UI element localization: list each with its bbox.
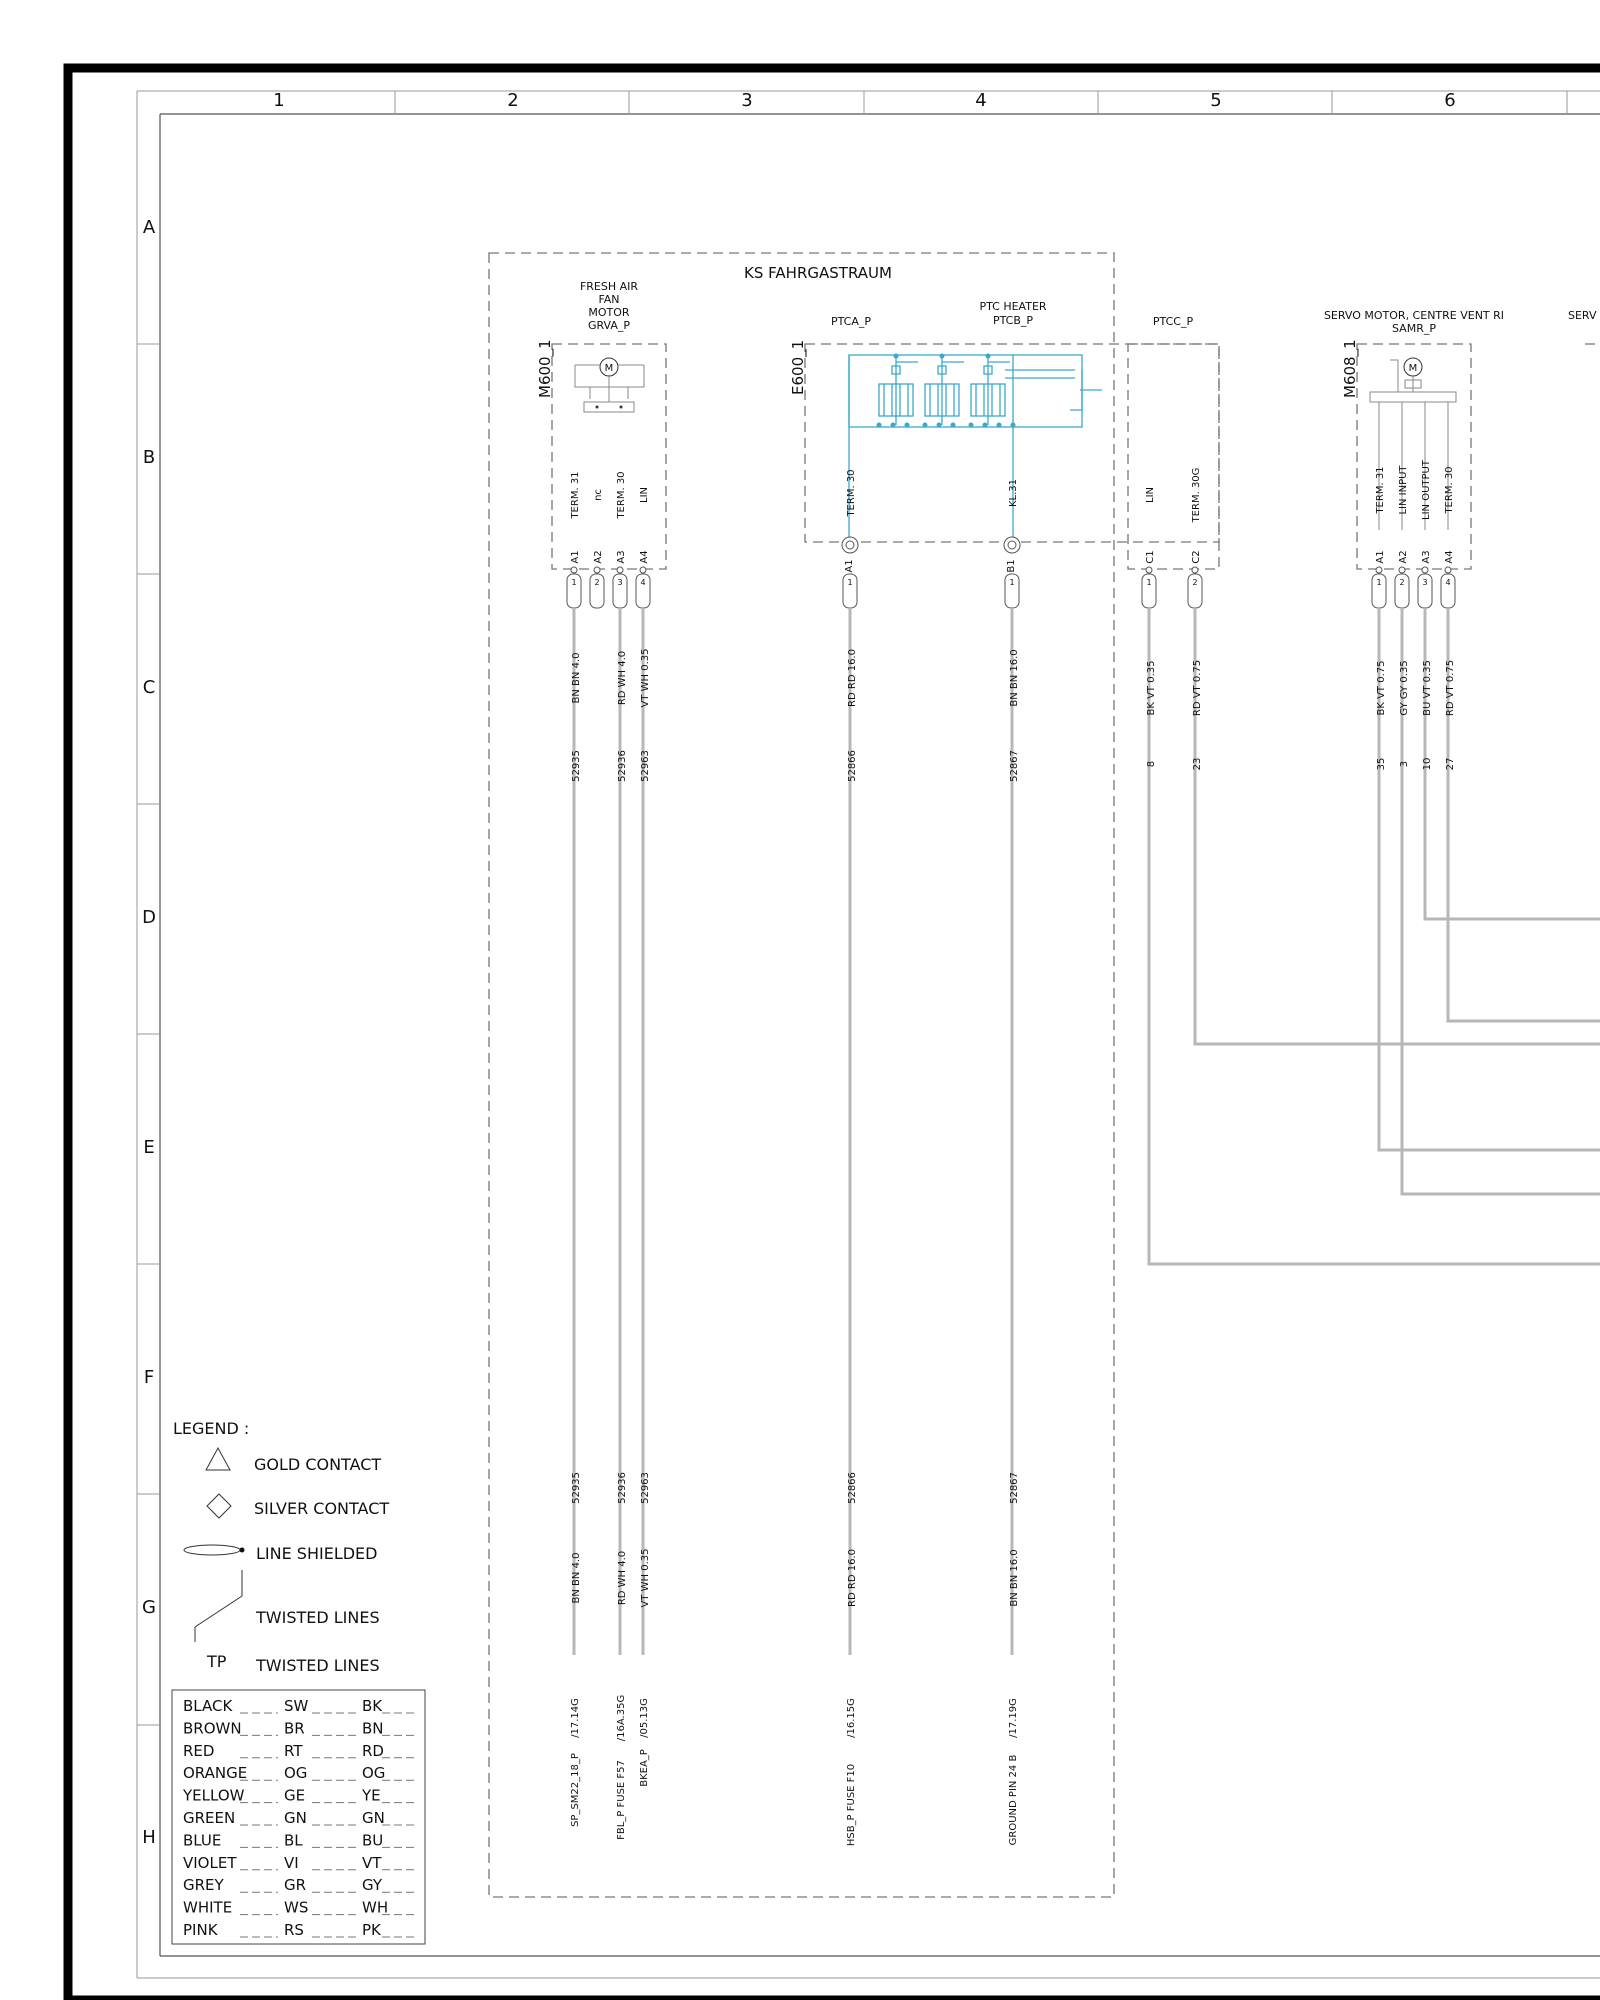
row-label: D — [142, 907, 156, 928]
wire-color-code: VT WH 0.35 — [640, 648, 651, 708]
wire-destination: /16.15G — [846, 1698, 857, 1738]
color-code-de: GE — [284, 1786, 306, 1805]
color-name: RED — [183, 1741, 215, 1760]
wire-number: 3 — [1399, 760, 1410, 768]
color-code-en: GN — [362, 1809, 385, 1827]
color-code-de: SW — [284, 1697, 309, 1715]
terminal-number: 1 — [571, 578, 577, 587]
color-code-en: RD — [362, 1741, 384, 1760]
wire-destination-name: HSB_P FUSE F10 — [846, 1763, 857, 1847]
legend — [173, 1419, 389, 1675]
column-label: 4 — [975, 90, 987, 111]
pin-contact-icon — [571, 567, 577, 573]
pin-contact-icon — [640, 567, 646, 573]
wire-destination-name: GROUND PIN 24 B — [1008, 1754, 1019, 1846]
pin-function-label: LIN OUTPUT — [1421, 460, 1432, 520]
pin-function-label: LIN — [639, 486, 650, 504]
wire-color-code: BN BN 4.0 — [571, 652, 582, 704]
servo-motor-icon-letter: M — [1408, 363, 1418, 374]
row-label: B — [142, 447, 156, 468]
terminal-number: 2 — [1192, 578, 1198, 587]
wire-number: 10 — [1422, 757, 1433, 771]
wire-color-code: BN BN 16.0 — [1009, 649, 1020, 707]
pin-function-label: TERM. 30 — [1444, 466, 1455, 514]
wire-destination-name: BKEA_P — [639, 1749, 650, 1787]
color-name: BLUE — [183, 1831, 222, 1850]
color-code-de: GN — [284, 1809, 307, 1827]
pin-id: A4 — [1444, 550, 1455, 564]
wire-destination: /17.19G — [1008, 1698, 1019, 1738]
wire-number: 23 — [1192, 757, 1203, 771]
shielded-line-icon — [184, 1545, 240, 1555]
column-label: 1 — [273, 90, 285, 111]
ptcb-line: PTCB_P — [992, 314, 1034, 327]
wire-number: 52867 — [1009, 750, 1020, 782]
m600-name-line: GRVA_P — [587, 319, 631, 332]
twisted-lines-icon — [195, 1570, 242, 1642]
wire-destination: /16A.35G — [616, 1694, 627, 1742]
color-code-en: BK — [362, 1697, 383, 1715]
m600-fresh-air-fan-motor — [536, 280, 666, 569]
ptcc-label: PTCC_P — [1152, 315, 1194, 328]
wire-destination-name: FBL_P FUSE F57 — [616, 1760, 627, 1840]
wire-color-code: BK VT 0.75 — [1376, 660, 1387, 716]
row-label: H — [142, 1827, 156, 1848]
wire-number: 35 — [1376, 757, 1387, 771]
color-name: VIOLET — [183, 1853, 237, 1872]
wire-number: 52963 — [640, 1472, 651, 1504]
wire-number: 52963 — [640, 750, 651, 782]
row-ticks — [137, 344, 160, 1725]
wire-number: 52866 — [847, 1472, 858, 1504]
terminal-number: 4 — [1445, 578, 1451, 587]
color-name: WHITE — [183, 1898, 233, 1917]
pin-id: A1 — [1375, 550, 1386, 564]
pin-contact-icon — [617, 567, 623, 573]
color-name: BROWN — [183, 1719, 242, 1738]
color-code-de: RS — [284, 1921, 304, 1939]
terminal-number: 3 — [1422, 578, 1428, 587]
servo-leads — [1379, 402, 1448, 530]
wire-color-code: RD WH 4.0 — [617, 650, 628, 706]
color-name: ORANGE — [183, 1764, 248, 1783]
color-code-en: YE — [362, 1786, 381, 1805]
pin-contact-icon — [1445, 567, 1451, 573]
wire — [1149, 608, 1600, 1264]
ptca-label: PTCA_P — [830, 315, 872, 328]
pin-id: C1 — [1145, 550, 1156, 564]
ring-terminal-icon — [1004, 537, 1020, 553]
row-label: G — [142, 1597, 156, 1618]
wire-destination-name: SP_SM22_18_P — [570, 1753, 581, 1827]
motor-terminal-dot — [620, 406, 623, 409]
color-name: YELLOW — [183, 1786, 245, 1805]
shield-dot-icon — [240, 1548, 245, 1553]
wire-number: 52935 — [571, 1472, 582, 1504]
pin-contact-icon — [1146, 567, 1152, 573]
wire-color-code: BN BN 4.0 — [571, 1552, 582, 1604]
e600-ref: E600_1 — [789, 339, 807, 395]
legend-tp-label: TWISTED LINES — [256, 1656, 380, 1675]
color-code-en: BN — [362, 1719, 384, 1738]
m600-ref: M600_1 — [536, 339, 554, 398]
wire-color-code: VT WH 0.35 — [640, 1548, 651, 1608]
pin-function-label: TERM. 30 — [616, 471, 627, 519]
m608-name-line: SERVO MOTOR, CENTRE VENT RI — [1323, 309, 1505, 322]
wire-number: 27 — [1445, 757, 1456, 771]
pin-function-label: TERM. 31 — [1375, 466, 1386, 514]
wire-number: 52935 — [571, 750, 582, 782]
legend-gold: GOLD CONTACT — [254, 1455, 382, 1474]
pin-contact-icon — [1399, 567, 1405, 573]
pin-function-label: nc — [593, 489, 604, 501]
row-labels — [142, 217, 156, 1848]
pin-function-label: KL.31 — [1008, 478, 1019, 508]
m600-name-line: FRESH AIR — [579, 280, 639, 293]
pin-function-label: LIN INPUT — [1398, 465, 1409, 515]
pin-id: B1 — [1006, 559, 1017, 573]
color-code-de: RT — [284, 1741, 303, 1760]
wire-destination: /05.13G — [639, 1698, 650, 1738]
terminal-number: 2 — [594, 578, 600, 587]
legend-tp: TP — [207, 1652, 227, 1671]
motor-terminal-dot — [596, 406, 599, 409]
wire-destination: /17.14G — [570, 1698, 581, 1738]
wire-color-code: GY GY 0.35 — [1399, 660, 1410, 716]
row-label: A — [142, 217, 156, 238]
pins-layer — [567, 459, 1455, 608]
pin-id: C2 — [1191, 550, 1202, 564]
pin-id: A2 — [593, 550, 604, 564]
color-code-de: BL — [284, 1831, 303, 1850]
next-component-cut-label: SERV — [1568, 309, 1597, 322]
color-code-de: BR — [284, 1719, 305, 1738]
wire — [1379, 608, 1600, 1150]
color-name: PINK — [183, 1921, 218, 1939]
silver-contact-icon — [207, 1494, 231, 1518]
ptcb-line: PTC HEATER — [979, 300, 1047, 313]
pin-function-label: TERM. 31 — [570, 471, 581, 519]
wire-number: 52866 — [847, 750, 858, 782]
pin-id: A2 — [1398, 550, 1409, 564]
ptcc-box — [1128, 344, 1219, 569]
terminal-number: 1 — [847, 578, 853, 587]
pin-id: A1 — [844, 559, 855, 573]
wire-color-code: BN BN 16.0 — [1009, 1549, 1020, 1607]
terminal-number: 1 — [1009, 578, 1015, 587]
group-title: KS FAHRGASTRAUM — [744, 264, 892, 282]
pin-function-label: LIN — [1145, 486, 1156, 504]
m608-ref: M608_1 — [1341, 339, 1359, 398]
color-code-rows — [182, 1697, 416, 1939]
wire-number: 8 — [1146, 760, 1157, 768]
color-code-en: BU — [362, 1831, 384, 1850]
m600-name-line: FAN — [598, 293, 620, 306]
color-code-de: VI — [284, 1853, 299, 1872]
color-name: BLACK — [183, 1697, 233, 1715]
wire-color-code: RD RD 16.0 — [847, 649, 858, 707]
wire-color-code: RD VT 0.75 — [1445, 659, 1456, 717]
wire-color-code: BK VT 0.35 — [1146, 660, 1157, 716]
column-label: 2 — [507, 90, 519, 111]
pin-contact-icon — [1422, 567, 1428, 573]
wire-color-code: BU VT 0.35 — [1422, 660, 1433, 716]
pin-id: A4 — [639, 550, 650, 564]
color-code-de: GR — [284, 1876, 307, 1895]
terminal-number: 3 — [617, 578, 623, 587]
row-label: F — [143, 1367, 155, 1388]
wire-color-code: RD WH 4.0 — [617, 1550, 628, 1606]
e600-box — [805, 344, 1219, 542]
color-code-en: OG — [362, 1764, 386, 1783]
wire-number: 52936 — [617, 1472, 628, 1504]
m608-servo-motor — [1324, 309, 1504, 569]
wire-color-code: RD VT 0.75 — [1192, 659, 1203, 717]
column-label: 5 — [1210, 90, 1222, 111]
gold-contact-icon — [206, 1448, 230, 1470]
color-code-en: VT — [362, 1853, 382, 1872]
wire — [1448, 608, 1600, 1021]
pin-function-label: TERM. 30 — [846, 469, 857, 517]
terminal-number: 4 — [640, 578, 646, 587]
color-code-de: WS — [284, 1898, 309, 1917]
m608-box — [1357, 344, 1471, 569]
pin-id: A3 — [1421, 550, 1432, 564]
row-label: C — [142, 677, 156, 698]
legend-title: LEGEND : — [173, 1419, 250, 1438]
column-label: 3 — [741, 90, 753, 111]
pin-id: A1 — [570, 550, 581, 564]
color-code-en: WH — [362, 1898, 389, 1917]
legend-twisted: TWISTED LINES — [256, 1608, 380, 1627]
wire-color-code: RD RD 16.0 — [847, 1549, 858, 1607]
m600-name-line: MOTOR — [588, 306, 630, 319]
ks-fahrgastraum-group — [489, 253, 1114, 1897]
wire-number: 52867 — [1009, 1472, 1020, 1504]
legend-silver: SILVER CONTACT — [254, 1499, 390, 1518]
heater-element-icon — [849, 354, 1102, 541]
wire — [1195, 608, 1600, 1044]
ring-terminal-icon — [842, 537, 858, 553]
color-name: GREEN — [183, 1809, 236, 1827]
color-code-en: GY — [362, 1876, 383, 1895]
color-code-de: OG — [284, 1764, 308, 1783]
column-label: 6 — [1444, 90, 1456, 111]
color-name: GREY — [183, 1876, 224, 1895]
pin-contact-icon — [594, 567, 600, 573]
color-code-en: PK — [362, 1921, 381, 1939]
pin-contact-icon — [1192, 567, 1198, 573]
pin-contact-icon — [1376, 567, 1382, 573]
m608-name-line: SAMR_P — [1392, 322, 1436, 335]
row-label: E — [143, 1137, 155, 1158]
terminal-number: 2 — [1399, 578, 1405, 587]
ptcc-connector — [1128, 315, 1219, 569]
wire-number: 52936 — [617, 750, 628, 782]
terminal-number: 1 — [1376, 578, 1382, 587]
legend-shielded: LINE SHIELDED — [256, 1544, 378, 1563]
pin-function-label: TERM. 30G — [1191, 467, 1202, 523]
terminal-number: 1 — [1146, 578, 1152, 587]
motor-icon-letter: M — [604, 363, 614, 374]
pin-id: A3 — [616, 550, 627, 564]
